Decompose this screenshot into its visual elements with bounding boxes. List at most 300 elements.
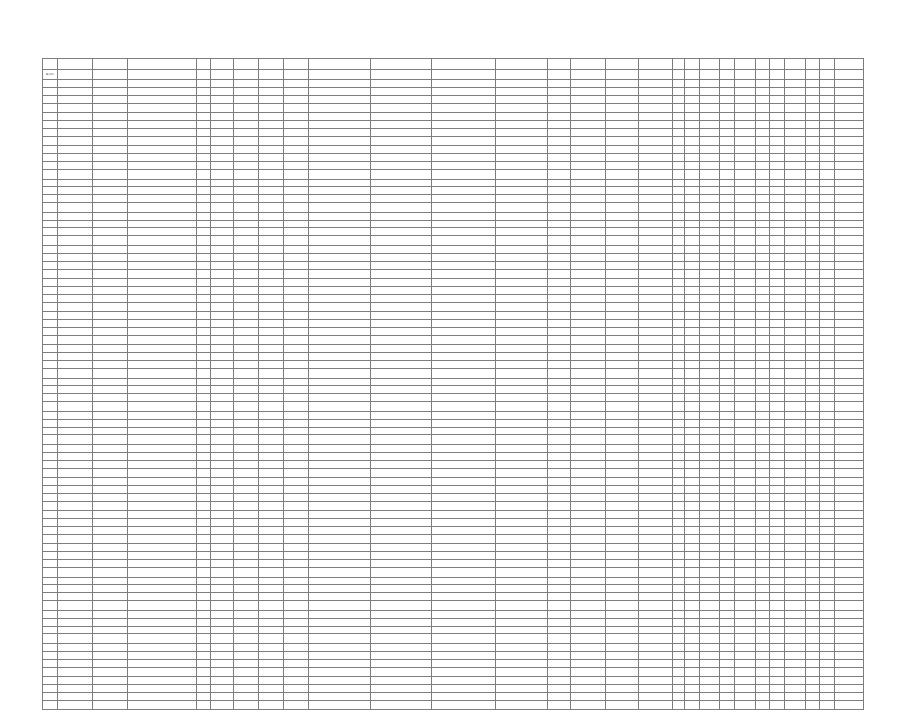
table-cell [672, 146, 684, 154]
table-cell [57, 485, 92, 493]
table-cell [606, 87, 639, 95]
table-cell [784, 634, 805, 644]
table-cell [784, 128, 805, 136]
table-cell [606, 335, 639, 345]
table-cell [834, 667, 863, 677]
table-cell [284, 386, 309, 394]
table-cell [639, 320, 672, 328]
table-cell [371, 361, 431, 369]
table-cell [43, 335, 58, 345]
table-cell [196, 236, 211, 246]
table-cell [685, 320, 700, 328]
table-cell [672, 195, 684, 203]
table-cell [234, 228, 259, 236]
table-cell [685, 692, 700, 700]
table-cell [371, 677, 431, 685]
table-cell [606, 511, 639, 519]
table-cell [128, 593, 197, 601]
table-cell [547, 320, 570, 328]
table-cell [57, 411, 92, 419]
table-cell [699, 700, 720, 710]
table-cell [735, 519, 756, 527]
table-cell [770, 220, 785, 228]
table-cell [57, 386, 92, 394]
table-cell [570, 634, 605, 644]
table-cell [309, 560, 371, 568]
column-header [196, 70, 211, 80]
table-cell [699, 692, 720, 700]
table-cell [309, 444, 371, 452]
table-cell [496, 468, 548, 478]
table-cell [685, 378, 700, 386]
table-cell [234, 80, 259, 88]
table-cell [128, 121, 197, 129]
table-cell [834, 692, 863, 700]
table-row [43, 552, 864, 560]
table-cell [43, 154, 58, 162]
table-cell [672, 427, 684, 435]
table-cell [805, 236, 820, 246]
table-cell [720, 136, 735, 146]
table-cell [196, 468, 211, 478]
table-cell [211, 468, 234, 478]
table-cell [128, 345, 197, 353]
table-cell [570, 493, 605, 501]
table-cell [284, 460, 309, 468]
table-cell [784, 220, 805, 228]
table-cell [196, 427, 211, 435]
table-row [43, 435, 864, 445]
table-cell [234, 610, 259, 618]
header-group-cell [639, 59, 672, 70]
table-cell [284, 626, 309, 634]
table-cell [259, 302, 284, 312]
table-cell [570, 501, 605, 511]
table-cell [735, 677, 756, 685]
table-row [43, 87, 864, 95]
table-cell [92, 593, 127, 601]
table-cell [128, 170, 197, 180]
table-cell [92, 493, 127, 501]
table-cell [672, 345, 684, 353]
table-cell [735, 659, 756, 667]
table-cell [735, 212, 756, 220]
table-cell [371, 386, 431, 394]
table-cell [496, 493, 548, 501]
table-cell [735, 154, 756, 162]
table-cell [720, 345, 735, 353]
table-row [43, 187, 864, 195]
table-cell [639, 245, 672, 253]
table-cell [784, 80, 805, 88]
table-cell [57, 394, 92, 402]
table-cell [259, 544, 284, 552]
table-cell [699, 113, 720, 121]
table-cell [431, 634, 495, 644]
table-cell [784, 601, 805, 611]
table-row [43, 327, 864, 335]
table-cell [672, 269, 684, 279]
table-cell [570, 212, 605, 220]
table-cell [371, 179, 431, 187]
table-cell [57, 610, 92, 618]
table-cell [211, 677, 234, 685]
table-cell [43, 302, 58, 312]
table-cell [672, 220, 684, 228]
table-cell [43, 593, 58, 601]
header-group-cell [755, 59, 770, 70]
table-cell [805, 212, 820, 220]
table-cell [234, 113, 259, 121]
table-cell [755, 146, 770, 154]
table-cell [259, 485, 284, 493]
table-cell [259, 577, 284, 585]
table-cell [92, 552, 127, 560]
table-cell [720, 452, 735, 460]
table-cell [284, 435, 309, 445]
table-cell [735, 220, 756, 228]
table-cell [820, 394, 835, 402]
table-cell [496, 700, 548, 710]
table-cell [431, 444, 495, 452]
table-cell [431, 560, 495, 568]
table-cell [820, 478, 835, 486]
column-header [211, 70, 234, 80]
table-cell [606, 121, 639, 129]
table-cell [699, 427, 720, 435]
table-cell [720, 170, 735, 180]
table-cell [834, 154, 863, 162]
table-cell [496, 568, 548, 578]
table-cell [820, 700, 835, 710]
table-cell [211, 460, 234, 468]
table-cell [128, 634, 197, 644]
table-cell [234, 87, 259, 95]
table-cell [834, 601, 863, 611]
table-cell [57, 677, 92, 685]
table-cell [547, 80, 570, 88]
table-cell [784, 684, 805, 692]
table-cell [92, 170, 127, 180]
table-cell [234, 560, 259, 568]
table-cell [196, 87, 211, 95]
table-cell [57, 179, 92, 187]
table-cell [431, 286, 495, 294]
table-cell [672, 253, 684, 261]
table-cell [699, 136, 720, 146]
table-cell [284, 468, 309, 478]
table-cell [770, 411, 785, 419]
table-cell [309, 353, 371, 361]
table-cell [128, 402, 197, 412]
table-cell [685, 394, 700, 402]
table-cell [606, 460, 639, 468]
table-cell [92, 320, 127, 328]
table-cell [196, 501, 211, 511]
table-cell [128, 269, 197, 279]
header-group-cell [57, 59, 92, 70]
column-header [57, 70, 92, 80]
table-cell [371, 345, 431, 353]
table-cell [735, 501, 756, 511]
table-cell [672, 534, 684, 544]
table-cell [735, 353, 756, 361]
table-cell [309, 478, 371, 486]
table-cell [755, 585, 770, 593]
table-cell [720, 203, 735, 213]
table-cell [496, 327, 548, 335]
table-cell [570, 220, 605, 228]
table-cell [309, 162, 371, 170]
table-cell [92, 585, 127, 593]
table-cell [820, 345, 835, 353]
table-cell [211, 327, 234, 335]
table-cell [496, 212, 548, 220]
table-cell [431, 95, 495, 103]
table-cell [639, 361, 672, 369]
table-cell [639, 95, 672, 103]
table-cell [606, 345, 639, 353]
table-cell [371, 261, 431, 269]
table-cell [639, 651, 672, 659]
table-cell [128, 659, 197, 667]
table-row [43, 345, 864, 353]
header-group-cell [720, 59, 735, 70]
table-cell [770, 552, 785, 560]
table-cell [259, 552, 284, 560]
table-cell [496, 544, 548, 552]
table-cell [547, 269, 570, 279]
table-cell [92, 667, 127, 677]
table-cell [496, 643, 548, 651]
table-cell [672, 601, 684, 611]
column-header [547, 70, 570, 80]
table-cell [699, 369, 720, 379]
table-cell [431, 245, 495, 253]
table-cell [547, 212, 570, 220]
table-row [43, 610, 864, 618]
table-cell [735, 684, 756, 692]
table-cell [570, 411, 605, 419]
table-cell [820, 312, 835, 320]
table-cell [259, 353, 284, 361]
table-cell [784, 279, 805, 287]
table-cell [496, 95, 548, 103]
table-cell [805, 700, 820, 710]
table-cell [547, 643, 570, 651]
table-cell [834, 394, 863, 402]
table-cell [570, 651, 605, 659]
table-cell [371, 585, 431, 593]
table-cell [606, 626, 639, 634]
table-cell [496, 220, 548, 228]
table-cell [805, 427, 820, 435]
table-cell [570, 320, 605, 328]
table-cell [784, 626, 805, 634]
table-cell [431, 187, 495, 195]
table-cell [211, 302, 234, 312]
table-cell [57, 601, 92, 611]
table-cell [128, 203, 197, 213]
table-cell [770, 534, 785, 544]
table-cell [57, 444, 92, 452]
table-cell [720, 269, 735, 279]
table-cell [196, 361, 211, 369]
table-cell [570, 511, 605, 519]
table-cell [639, 212, 672, 220]
table-cell [211, 435, 234, 445]
table-cell [820, 527, 835, 535]
table-cell [720, 534, 735, 544]
table-cell [57, 684, 92, 692]
table-cell [284, 667, 309, 677]
table-cell [720, 601, 735, 611]
table-cell [371, 444, 431, 452]
table-cell [496, 228, 548, 236]
table-cell [639, 667, 672, 677]
table-cell [606, 527, 639, 535]
table-cell [720, 411, 735, 419]
table-cell [735, 394, 756, 402]
table-cell [755, 419, 770, 427]
table-cell [720, 261, 735, 269]
table-cell [431, 345, 495, 353]
table-cell [820, 626, 835, 634]
table-cell [720, 245, 735, 253]
table-cell [259, 146, 284, 154]
table-cell [685, 361, 700, 369]
table-cell [735, 700, 756, 710]
table-cell [834, 80, 863, 88]
table-cell [672, 162, 684, 170]
table-cell [770, 519, 785, 527]
table-cell [784, 136, 805, 146]
table-cell [371, 220, 431, 228]
table-cell [784, 478, 805, 486]
table-row [43, 170, 864, 180]
table-cell [496, 444, 548, 452]
table-cell [259, 369, 284, 379]
table-cell [820, 601, 835, 611]
table-row [43, 212, 864, 220]
table-cell [547, 187, 570, 195]
table-cell [309, 659, 371, 667]
table-cell [43, 485, 58, 493]
table-cell [720, 419, 735, 427]
table-cell [755, 269, 770, 279]
table-cell [547, 146, 570, 154]
table-cell [128, 452, 197, 460]
table-cell [547, 560, 570, 568]
table-cell [805, 435, 820, 445]
table-cell [720, 286, 735, 294]
table-cell [234, 195, 259, 203]
table-cell [570, 361, 605, 369]
table-cell [57, 195, 92, 203]
table-cell [685, 411, 700, 419]
table-cell [770, 154, 785, 162]
table-cell [820, 162, 835, 170]
table-cell [699, 626, 720, 634]
table-cell [735, 527, 756, 535]
table-cell [672, 667, 684, 677]
table-cell [234, 684, 259, 692]
table-cell [128, 626, 197, 634]
table-cell [805, 294, 820, 302]
table-cell [639, 170, 672, 180]
table-cell [431, 170, 495, 180]
column-header [720, 70, 735, 80]
table-cell [606, 327, 639, 335]
table-cell [547, 684, 570, 692]
table-cell [496, 302, 548, 312]
table-cell [547, 427, 570, 435]
table-cell [699, 154, 720, 162]
column-header [820, 70, 835, 80]
table-cell [371, 684, 431, 692]
table-cell [371, 651, 431, 659]
table-cell [196, 618, 211, 626]
table-cell [685, 121, 700, 129]
table-cell [570, 312, 605, 320]
table-cell [735, 87, 756, 95]
table-cell [639, 220, 672, 228]
table-cell [770, 345, 785, 353]
table-cell [735, 419, 756, 427]
column-header [259, 70, 284, 80]
table-cell [43, 511, 58, 519]
table-cell [834, 610, 863, 618]
table-cell [92, 312, 127, 320]
table-cell [431, 511, 495, 519]
table-cell [834, 585, 863, 593]
table-cell [770, 146, 785, 154]
table-cell [639, 677, 672, 685]
table-cell [805, 80, 820, 88]
table-cell [92, 394, 127, 402]
table-cell [43, 544, 58, 552]
table-cell [284, 684, 309, 692]
table-cell [784, 146, 805, 154]
header-group-cell [784, 59, 805, 70]
table-cell [57, 419, 92, 427]
table-cell [699, 312, 720, 320]
table-cell [639, 544, 672, 552]
table-cell [284, 560, 309, 568]
table-cell [699, 353, 720, 361]
table-cell [770, 601, 785, 611]
table-cell [211, 593, 234, 601]
table-cell [820, 568, 835, 578]
table-cell [834, 261, 863, 269]
table-cell [309, 568, 371, 578]
table-cell [234, 394, 259, 402]
table-cell [834, 468, 863, 478]
table-cell [234, 634, 259, 644]
table-cell [57, 320, 92, 328]
table-cell [196, 95, 211, 103]
table-cell [196, 345, 211, 353]
table-cell [309, 485, 371, 493]
header-group-cell [570, 59, 605, 70]
table-cell [699, 402, 720, 412]
table-cell [234, 601, 259, 611]
table-cell [755, 544, 770, 552]
table-cell [57, 128, 92, 136]
table-cell [128, 501, 197, 511]
table-cell [770, 162, 785, 170]
table-cell [606, 692, 639, 700]
